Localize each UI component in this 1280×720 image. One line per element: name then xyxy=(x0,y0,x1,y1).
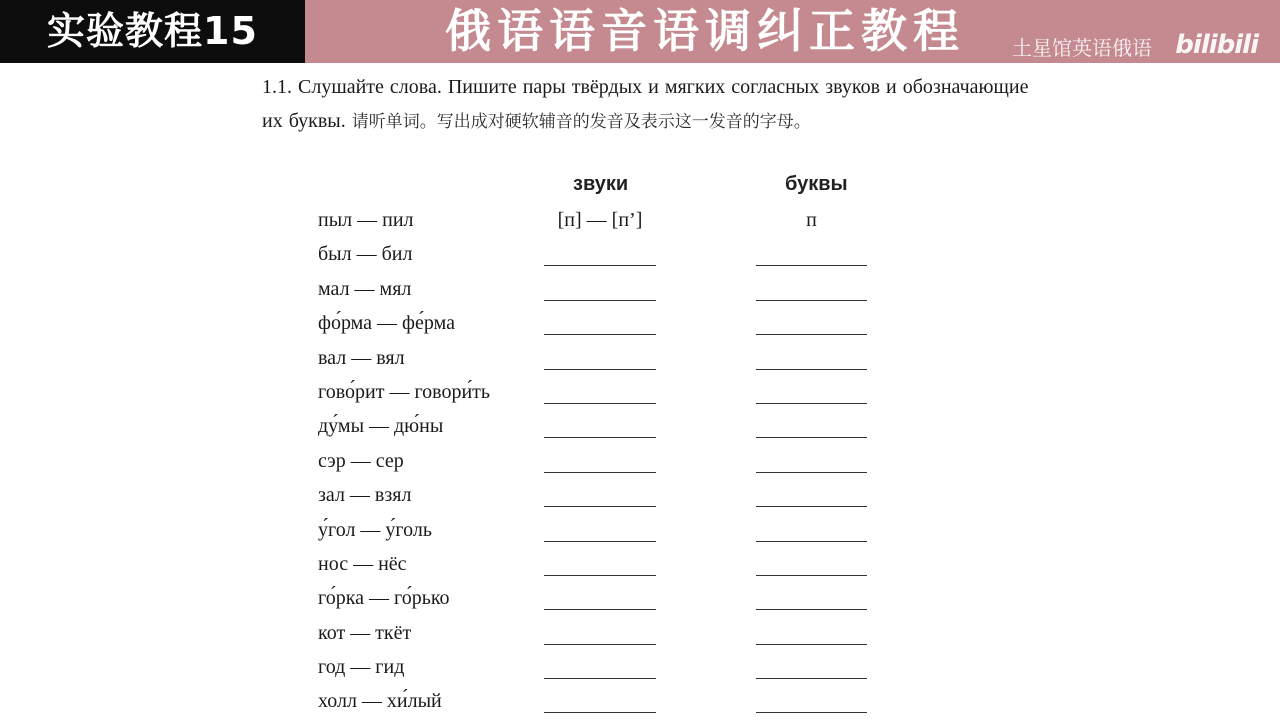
lesson-tag: 实验教程15 xyxy=(0,0,305,63)
word-pair: мал — мял xyxy=(318,277,412,300)
blank-line-sounds xyxy=(544,541,656,542)
blank-line-letters xyxy=(756,678,867,679)
blank-line-sounds xyxy=(544,712,656,713)
column-header-letters: буквы xyxy=(785,173,848,195)
word-pair: сэр — сер xyxy=(318,449,404,472)
blank-line-sounds xyxy=(544,506,656,507)
word-pair: год — гид xyxy=(318,656,405,679)
exercise-row xyxy=(0,685,1280,719)
textbook-page xyxy=(0,63,1280,720)
blank-line-sounds xyxy=(544,369,656,370)
exercise-row xyxy=(0,548,1280,582)
bilibili-logo: bilibili xyxy=(1175,30,1258,60)
exercise-row xyxy=(0,445,1280,479)
video-header xyxy=(0,0,1280,63)
blank-line-letters xyxy=(756,265,867,266)
blank-line-letters xyxy=(756,506,867,507)
blank-line-sounds xyxy=(544,403,656,404)
word-pair: холл — хи́лый xyxy=(318,690,442,713)
banner-title: 俄语语音语调纠正教程 xyxy=(445,4,965,58)
blank-line-letters xyxy=(756,472,867,473)
blank-line-sounds xyxy=(544,472,656,473)
exercise-row xyxy=(0,204,1280,238)
channel-watermark: 土星馆英语俄语 xyxy=(1012,36,1152,60)
word-pair: вал — вял xyxy=(318,346,405,369)
blank-line-sounds xyxy=(544,265,656,266)
blank-line-letters xyxy=(756,712,867,713)
blank-line-sounds xyxy=(544,609,656,610)
blank-line-sounds xyxy=(544,300,656,301)
word-pair: кот — ткёт xyxy=(318,621,412,644)
instructions-chinese: 请听单词。写出成对硬软辅音的发音及表示这一发音的字母。 xyxy=(351,112,811,132)
exercise-row xyxy=(0,376,1280,410)
exercise-row xyxy=(0,410,1280,444)
exercise-rows xyxy=(0,204,1280,720)
exercise-row xyxy=(0,582,1280,616)
word-pair: пыл — пил xyxy=(318,209,414,231)
word-pair: нос — нёс xyxy=(318,552,407,575)
exercise-row xyxy=(0,273,1280,307)
exercise-row xyxy=(0,238,1280,272)
blank-line-sounds xyxy=(544,644,656,645)
word-pair: у́гол — у́голь xyxy=(318,518,432,541)
blank-line-sounds xyxy=(544,678,656,679)
blank-line-letters xyxy=(756,369,867,370)
title-banner xyxy=(305,0,1280,63)
exercise-row xyxy=(0,651,1280,685)
blank-line-letters xyxy=(756,541,867,542)
word-pair: ду́мы — дю́ны xyxy=(318,415,444,438)
blank-line-sounds xyxy=(544,575,656,576)
exercise-row xyxy=(0,514,1280,548)
word-pair: гово́рит — говори́ть xyxy=(318,380,491,403)
word-pair: зал — взял xyxy=(318,484,412,507)
blank-line-letters xyxy=(756,609,867,610)
column-header-sounds: звуки xyxy=(573,173,629,195)
instructions-russian: 1.1. Слушайте слова. Пишите пары твёрдых и мягких согласных звуков и обозначающие их буквы. xyxy=(262,76,1029,132)
exercise-instructions xyxy=(262,70,1032,139)
blank-line-letters xyxy=(756,300,867,301)
blank-line-letters xyxy=(756,644,867,645)
word-pair: фо́рма — фе́рма xyxy=(318,312,455,335)
exercise-row xyxy=(0,479,1280,513)
exercise-row xyxy=(0,617,1280,651)
word-pair: го́рка — го́рько xyxy=(318,587,450,610)
blank-line-letters xyxy=(756,403,867,404)
answer-letters: п xyxy=(806,209,817,231)
blank-line-letters xyxy=(756,437,867,438)
exercise-row xyxy=(0,307,1280,341)
answer-sounds: [п] — [п’] xyxy=(557,209,643,231)
blank-line-sounds xyxy=(544,437,656,438)
blank-line-sounds xyxy=(544,334,656,335)
word-pair: был — бил xyxy=(318,243,413,266)
exercise-row xyxy=(0,342,1280,376)
blank-line-letters xyxy=(756,575,867,576)
blank-line-letters xyxy=(756,334,867,335)
